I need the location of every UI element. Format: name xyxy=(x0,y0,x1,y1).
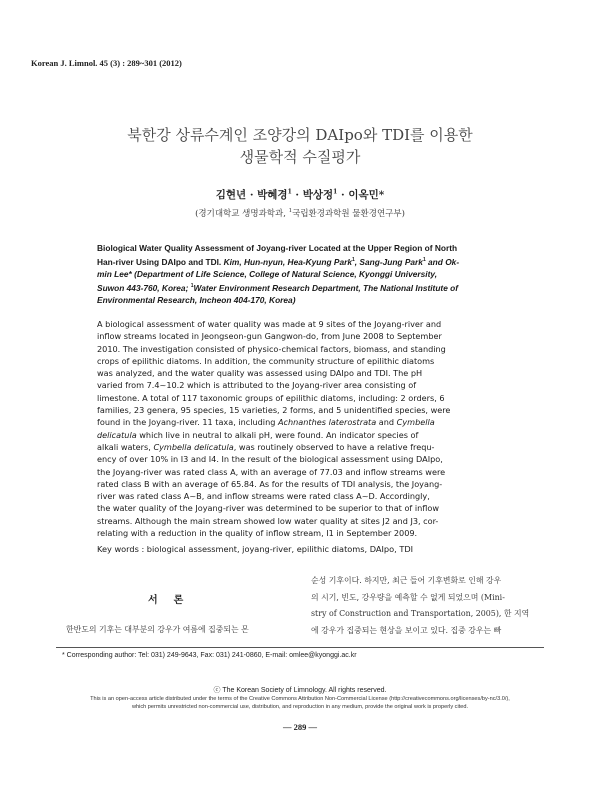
species-name: Cymbella delicatula xyxy=(153,441,234,452)
species-name: Cymbella xyxy=(396,417,435,428)
license-line-2: which permits unrestricted non-commercial use, distribution, and reproduction in any medium, provide the original work is properly cited. xyxy=(131,703,469,710)
author-separator: · xyxy=(246,189,258,201)
author-list xyxy=(0,187,600,202)
abstract-text: alkali waters, xyxy=(97,441,154,452)
affil-mark: 1 xyxy=(288,208,293,215)
affil-paren-open: ( xyxy=(195,209,199,219)
license-line-1: This is an open-access article distributed under the terms of the Creative Commons Attribution Non-Commercial License (http://creativecommons.org/licenses/by-nc/3.0/), xyxy=(90,696,510,702)
corresponding-mark: * xyxy=(378,189,385,201)
affil-mark: 1 xyxy=(422,257,426,263)
english-title-end: Han-river Using DAIpo and TDI. xyxy=(97,256,222,267)
abstract-line xyxy=(97,429,502,441)
english-affil-text: Environmental Research, Incheon 404-170, Korea) xyxy=(97,294,296,305)
abstract-line: rated class B with an average of 65.84. As for the results of TDI analysis, the Joyang- xyxy=(97,478,443,489)
english-title-line-1: Biological Water Quality Assessment of Joyang-river Located at the Upper Region of North xyxy=(97,243,458,253)
keywords: Key words : biological assessment, joyang-river, epilithic diatoms, DAIpo, TDI xyxy=(97,544,414,554)
author-separator: · xyxy=(337,189,349,201)
species-name: Achnanthes laterostrata xyxy=(277,417,377,428)
abstract-text: which live in neutral to alkali pH, were found. An indicator species of xyxy=(136,429,419,440)
abstract-line xyxy=(97,441,502,453)
author-3: 박상정 xyxy=(302,189,334,201)
title-line-2: 생물학적 수질평가 xyxy=(239,148,361,166)
english-affil-line-3 xyxy=(97,294,500,306)
abstract-text: , was routinely observed to have a relative frequ- xyxy=(233,441,435,452)
journal-reference: Korean J. Limnol. 45 (3) : 289~301 (2012) xyxy=(31,58,182,68)
body-right-column xyxy=(311,573,529,639)
license-notice xyxy=(0,696,600,711)
abstract-line: varied from 7.4~10.2 which is attributed to the Joyang-river area consisting of xyxy=(97,380,417,391)
copyright-notice: ⓒ The Korean Society of Limnology. All rights reserved. xyxy=(213,687,387,694)
author-3-affil-mark: 1 xyxy=(333,188,338,196)
abstract-line: was analyzed, and the water quality was assessed using DAIpo and TDI. The pH xyxy=(97,368,423,379)
author-separator: · xyxy=(291,189,303,201)
abstract-text: found in the Joyang-river. 11 taxa, including xyxy=(97,417,278,428)
body-line: 에 강우가 집중되는 현상을 보이고 있다. 집중 강우는 빠 xyxy=(311,625,502,635)
abstract-line: crops of epilithic diatoms. In addition, the community structure of epilithic diatoms xyxy=(97,355,435,366)
affil-paren-close: ) xyxy=(401,209,405,219)
author-1: 김현년 xyxy=(215,189,247,201)
footnote-divider xyxy=(56,647,544,648)
english-authors-b: , Sang-Jung Park xyxy=(354,256,423,267)
abstract-text: and xyxy=(376,417,397,428)
body-line: 의 시기, 빈도, 강우량을 예측할 수 없게 되었으며 (Mini- xyxy=(311,592,505,602)
abstract-line: families, 23 genera, 95 species, 15 varieties, 2 forms, and 5 unidentified species, were xyxy=(97,405,451,416)
page-number: — 289 — xyxy=(283,722,317,732)
english-title-line-2 xyxy=(97,254,500,268)
english-affil-line-1 xyxy=(97,268,500,280)
species-name: delicatula xyxy=(97,429,137,440)
abstract xyxy=(97,318,502,539)
abstract-line: 2010. The investigation consisted of physico-chemical factors, biomass, and standing xyxy=(97,343,446,354)
affil-institute: 국립환경과학원 물환경연구부 xyxy=(292,209,402,219)
body-line: stry of Construction and Transportation, 2005), 한 지역 xyxy=(311,609,530,618)
affil-mark: 1 xyxy=(190,282,194,289)
section-heading-introduction: 서론 xyxy=(148,595,200,606)
english-affil-line-2 xyxy=(97,280,500,294)
affiliation-line xyxy=(0,207,600,219)
english-authors-a: Kim, Hun-nyun, Hea-Kyung Park xyxy=(223,256,352,267)
affil-department: 경기대학교 생명과학과, xyxy=(198,209,286,219)
abstract-line: streams. Although the main stream showed low water quality at sites J2 and J3, cor- xyxy=(97,515,439,526)
abstract-line: the Joyang-river was rated class A, with an average of 77.03 and inflow streams were xyxy=(97,466,446,477)
abstract-line: inflow streams located in Jeongseon-gun Gangwon-do, from June 2008 to September xyxy=(97,331,442,342)
abstract-line: ency of over 10% in I3 and I4. In the result of the biological assessment using DAIpo, xyxy=(97,454,443,465)
author-2-affil-mark: 1 xyxy=(287,188,292,196)
body-left-column: 한반도의 기후는 대부분의 강우가 여름에 집중되는 몬 xyxy=(66,625,249,634)
author-4: 이옥민 xyxy=(348,189,379,201)
english-affil-text: Suwon 443-760, Korea; xyxy=(97,282,189,293)
article-title-korean xyxy=(0,124,600,168)
abstract-line: relating with a reduction in the quality of inflow stream, I1 in September 2009. xyxy=(97,528,418,539)
body-line: 순성 기후이다. 하지만, 최근 들어 기후변화로 인해 강우 xyxy=(311,576,502,585)
affil-mark: 1 xyxy=(352,257,355,263)
abstract-line: A biological assessment of water quality was made at 9 sites of the Joyang-river and xyxy=(97,319,442,329)
abstract-line: limestone. A total of 117 taxonomic groups of epilithic diatoms, including: 2 orders, 6 xyxy=(97,392,445,403)
english-affil-text: Water Environment Research Department, The National Institute of xyxy=(193,282,459,293)
abstract-line: the water quality of the Joyang-river was determined to be superior to that of inflow xyxy=(97,503,440,514)
author-2: 박혜경 xyxy=(257,189,288,201)
corresponding-author-footnote: * Corresponding author: Tel: 031) 249-9643, Fax: 031) 241-0860, E-mail: omlee@kyonggi.ac.kr xyxy=(62,652,357,659)
abstract-line xyxy=(97,416,502,428)
english-title-block xyxy=(97,242,500,306)
abstract-line: river was rated class A~B, and inflow streams were rated class A~D. Accordingly, xyxy=(97,491,430,502)
english-authors-c: and Ok- xyxy=(425,256,460,267)
title-line-1: 북한강 상류수계인 조양강의 DAIpo와 TDI를 이용한 xyxy=(127,126,473,144)
english-affil-text: min Lee* (Department of Life Science, College of Natural Science, Kyonggi University, xyxy=(97,268,438,279)
